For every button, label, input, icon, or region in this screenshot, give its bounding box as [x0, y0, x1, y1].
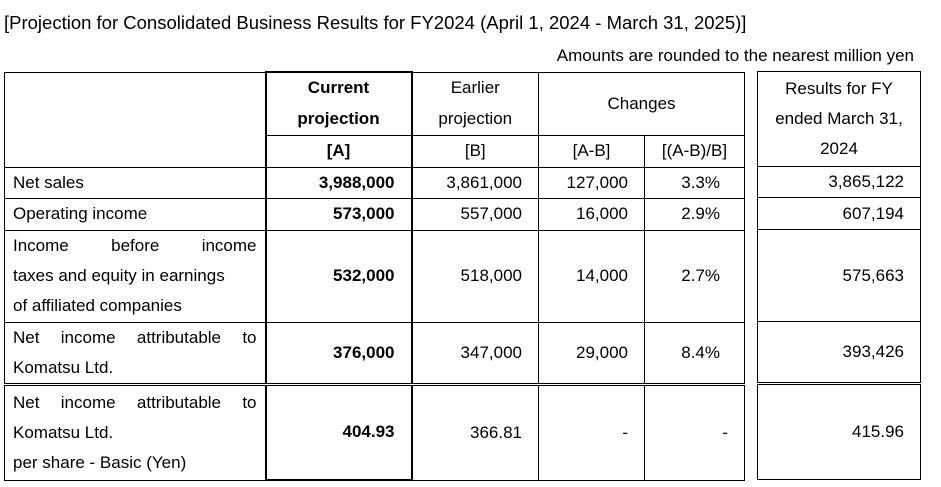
row-label: Operating income: [5, 198, 266, 230]
row-pct: 2.9%: [645, 198, 745, 230]
results-value: 3,865,122: [758, 167, 921, 198]
row-diff: 16,000: [539, 198, 645, 230]
row-earlier: 557,000: [412, 198, 539, 230]
row-pct: 3.3%: [645, 167, 745, 198]
row-current: 376,000: [266, 322, 412, 384]
amount-note: Amounts are rounded to the nearest million yen: [556, 46, 914, 65]
table-row: [5, 198, 745, 230]
header-earlier-code: [B]: [412, 135, 539, 167]
header-current: Current: [266, 72, 412, 103]
results-value: 575,663: [758, 230, 921, 322]
row-earlier: 518,000: [412, 230, 539, 322]
row-pct: -: [645, 384, 745, 480]
row-label: Income before income taxes and equity in earnings of affiliated companies: [5, 230, 266, 322]
table-row: [5, 167, 745, 198]
header-current-line2: projection: [266, 103, 412, 135]
results-table: [757, 71, 921, 480]
row-label: Net income attributable to Komatsu Ltd.: [5, 322, 266, 384]
row-earlier: 3,861,000: [412, 167, 539, 198]
header-changes: Changes: [539, 72, 745, 135]
row-label: Net sales: [5, 167, 266, 198]
header-earlier: Earlier: [412, 72, 539, 103]
row-current: 404.93: [266, 384, 412, 480]
header-blank: [5, 72, 266, 167]
results-value: 607,194: [758, 198, 921, 230]
row-current: 532,000: [266, 230, 412, 322]
header-current-code: [A]: [266, 135, 412, 167]
table-row: [5, 230, 745, 322]
header-earlier-line2: projection: [412, 103, 539, 135]
projection-table: [4, 71, 745, 481]
row-diff: 127,000: [539, 167, 645, 198]
row-pct: 2.7%: [645, 230, 745, 322]
row-current: 3,988,000: [266, 167, 412, 198]
table-row: [5, 322, 745, 384]
header-results: Results for FY ended March 31, 2024: [758, 72, 921, 167]
header-changes-pct: [(A-B)/B]: [645, 135, 745, 167]
results-value: 393,426: [758, 322, 921, 384]
results-value: 415.96: [758, 384, 921, 480]
row-diff: 29,000: [539, 322, 645, 384]
row-label: Net income attributable to Komatsu Ltd. per share - Basic (Yen): [5, 384, 266, 480]
row-diff: 14,000: [539, 230, 645, 322]
page-title: [Projection for Consolidated Business Results for FY2024 (April 1, 2024 - March 31, 2025)]: [4, 12, 747, 33]
table-row: [5, 384, 745, 480]
header-changes-diff: [A-B]: [539, 135, 645, 167]
row-pct: 8.4%: [645, 322, 745, 384]
row-earlier: 366.81: [412, 384, 539, 480]
row-current: 573,000: [266, 198, 412, 230]
row-diff: -: [539, 384, 645, 480]
row-earlier: 347,000: [412, 322, 539, 384]
